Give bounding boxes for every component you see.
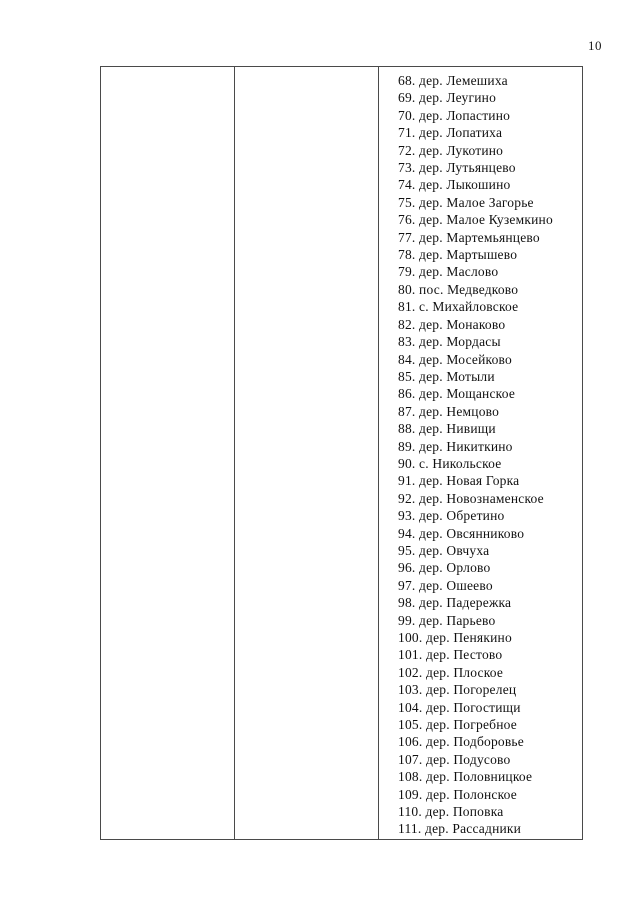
settlement-list-item: 88. дер. Нивищи [398,421,496,437]
settlement-list-item: 81. с. Михайловское [398,299,519,315]
settlement-list-item: 77. дер. Мартемьянцево [398,229,540,245]
settlement-list-item: 89. дер. Никиткино [398,438,513,454]
settlement-list-item: 100. дер. Пенякино [398,630,512,645]
settlement-list-item: 86. дер. Мощанское [398,386,516,402]
settlement-list-item: 72. дер. Лукотино [398,142,504,158]
settlement-list-item: 68. дер. Лемешиха [398,73,508,88]
settlement-list-item: 109. дер. Полонское [398,786,517,802]
settlement-list-item: 101. дер. Пестово [398,647,503,663]
settlement-list-item: 76. дер. Малое Куземкино [398,212,553,228]
settlement-list-item: 95. дер. Овчуха [398,542,490,558]
settlement-list-item: 98. дер. Падережка [398,595,512,611]
settlement-list-item: 102. дер. Плоское [398,664,504,680]
settlement-list-item: 71. дер. Лопатиха [398,125,503,141]
settlement-list-item: 103. дер. Погорелец [398,682,517,698]
settlement-list-item: 111. дер. Рассадники [398,821,522,837]
settlement-list-item: 108. дер. Половницкое [398,769,533,785]
settlement-list-item: 78. дер. Мартышево [398,247,518,263]
settlement-list-item: 93. дер. Обретино [398,508,505,524]
settlement-list-item: 70. дер. Лопастино [398,107,511,123]
settlement-list [398,72,578,838]
settlement-list-item: 92. дер. Новознаменское [398,490,544,506]
settlement-list-item: 79. дер. Маслово [398,264,499,280]
settlement-list-item: 90. с. Никольское [398,455,502,471]
settlement-list-item: 105. дер. Погребное [398,717,517,733]
table-column-2-empty [235,67,379,839]
table-column-3-settlements [379,67,582,839]
settlement-list-item: 91. дер. Новая Горка [398,473,520,489]
settlement-list-item: 94. дер. Овсянниково [398,525,525,541]
document-table [100,66,583,840]
settlement-list-item: 99. дер. Парьево [398,612,496,628]
settlement-list-item: 83. дер. Мордасы [398,334,501,350]
settlement-list-item: 73. дер. Лутьянцево [398,160,516,176]
settlement-list-item: 107. дер. Подусово [398,751,511,767]
settlement-list-item: 97. дер. Ошеево [398,577,493,593]
page-number: 10 [588,38,602,53]
settlement-list-item: 80. пос. Медведково [398,281,519,297]
settlement-list-item: 85. дер. Мотыли [398,368,495,384]
settlement-list-item: 75. дер. Малое Загорье [398,194,534,210]
settlement-list-item: 82. дер. Монаково [398,316,506,332]
settlement-list-item: 69. дер. Леугино [398,90,497,106]
settlement-list-item: 96. дер. Орлово [398,560,491,576]
settlement-list-item: 104. дер. Погостищи [398,699,521,715]
settlement-list-item: 110. дер. Поповка [398,804,504,820]
table-column-1-empty [101,67,235,839]
settlement-list-item: 87. дер. Немцово [398,403,500,419]
settlement-list-item: 84. дер. Мосейково [398,351,512,367]
settlement-list-item: 106. дер. Подборовье [398,734,524,750]
settlement-list-item: 74. дер. Лыкошино [398,177,511,193]
